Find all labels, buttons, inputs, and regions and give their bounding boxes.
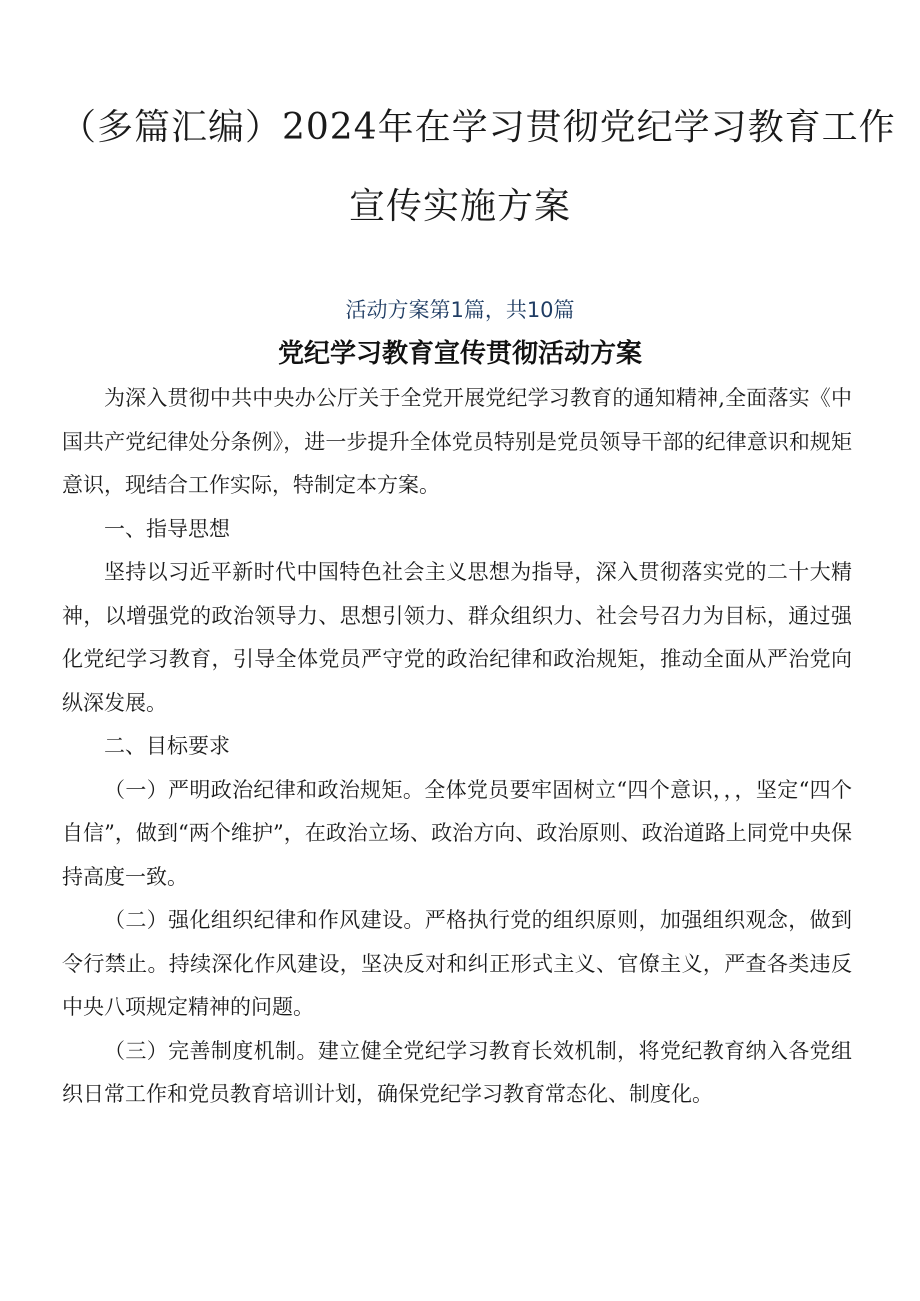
paragraph-guiding-thought: 坚持以习近平新时代中国特色社会主义思想为指导，深入贯彻落实党的二十大精神，以增强党的政治领导力、思想引领力、群众组织力、社会号召力为目标，通过强化党纪学习教育，引导全体党员严守党的政治纪律和政治规矩，推动全面从严治党向纵深发展。 [62, 560, 852, 715]
section-heading-guiding-thought: 一、指导思想 [104, 516, 230, 541]
paragraph-goal-2: （二）强化组织纪律和作风建设。严格执行党的组织原则，加强组织观念，做到令行禁止。持续深化作风建设，坚决反对和纠正形式主义、官僚主义，严查各类违反中央八项规定精神的问题。 [62, 908, 852, 1019]
paragraph-goal-1: （一）严明政治纪律和政治规矩。全体党员要牢固树立“四个意识，，，坚定“四个自信”，做到“两个维护”，在政治立场、政治方向、政治原则、政治道路上同党中央保持高度一致。 [62, 777, 852, 889]
main-title-line-1: （多篇汇编）2024年在学习贯彻党纪学习教育工作 [60, 107, 896, 148]
article-body [62, 377, 852, 1117]
article-subtitle: 活动方案第1篇，共10篇 [345, 298, 575, 322]
paragraph-goal-3: （三）完善制度机制。建立健全党纪学习教育长效机制，将党纪教育纳入各党组织日常工作和党员教育培训计划，确保党纪学习教育常态化、制度化。 [62, 1038, 852, 1106]
main-title-line-2: 宣传实施方案 [348, 186, 571, 227]
paragraph-intro: 为深入贯彻中共中央办公厅关于全党开展党纪学习教育的通知精神,全面落实《中国共产党纪律处分条例》，进一步提升全体党员特别是党员领导干部的纪律意识和规矩意识，现结合工作实际，特制定本方案。 [62, 386, 852, 497]
section-heading-goals: 二、目标要求 [104, 734, 230, 758]
article-title: 党纪学习教育宣传贯彻活动方案 [277, 339, 642, 369]
